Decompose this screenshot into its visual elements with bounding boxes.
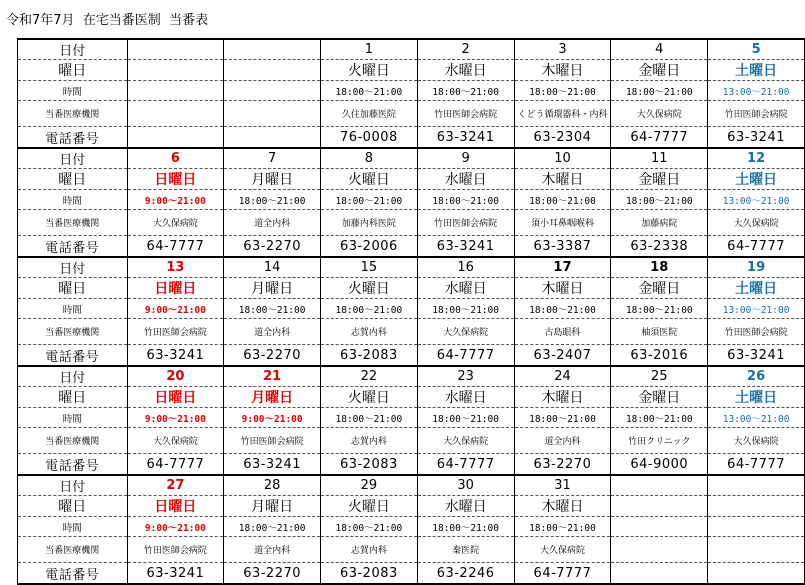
phone-cell xyxy=(127,127,224,149)
institution-cell xyxy=(708,537,805,563)
institution-cell xyxy=(224,101,321,127)
phone-cell: 63-3241 xyxy=(417,127,514,149)
week-4-institution-row xyxy=(18,428,805,454)
weekday-cell: 水曜日 xyxy=(417,387,514,408)
weekday-cell: 月曜日 xyxy=(224,387,321,408)
date-cell: 20 xyxy=(127,366,224,387)
date-cell: 17 xyxy=(514,257,611,278)
institution-cell: 竹田医師会病院 xyxy=(417,101,514,127)
institution-cell: 志賀内科 xyxy=(321,319,418,345)
time-cell xyxy=(224,81,321,101)
time-cell: 18:00～21:00 xyxy=(417,190,514,210)
week-3-institution-row xyxy=(18,319,805,345)
row-label-day: 曜日 xyxy=(18,278,128,299)
time-cell: 18:00～21:00 xyxy=(417,517,514,537)
weekday-cell: 日曜日 xyxy=(127,169,224,190)
date-cell: 9 xyxy=(417,148,514,169)
week-2-phone-row xyxy=(18,236,805,258)
institution-cell xyxy=(127,101,224,127)
phone-cell: 63-2338 xyxy=(611,236,708,258)
date-cell xyxy=(611,475,708,496)
institution-cell: 竹田医師会病院 xyxy=(708,319,805,345)
time-cell xyxy=(611,517,708,537)
institution-cell: くどう循環器科・内科 xyxy=(514,101,611,127)
weekday-cell: 火曜日 xyxy=(321,60,418,81)
weekday-cell: 金曜日 xyxy=(611,387,708,408)
phone-cell: 64-7777 xyxy=(127,454,224,476)
weekday-cell xyxy=(708,496,805,517)
week-5-date-row xyxy=(18,475,805,496)
row-label-day: 曜日 xyxy=(18,60,128,81)
phone-cell: 63-3241 xyxy=(127,345,224,367)
week-1-weekday-row xyxy=(18,60,805,81)
institution-cell: 大久保病院 xyxy=(708,428,805,454)
institution-cell: 志賀内科 xyxy=(321,537,418,563)
row-label-date: 日付 xyxy=(18,148,128,169)
date-cell: 31 xyxy=(514,475,611,496)
institution-cell xyxy=(611,537,708,563)
institution-cell: 竹田医師会病院 xyxy=(127,537,224,563)
time-cell: 18:00～21:00 xyxy=(417,408,514,428)
institution-cell: 古島眼科 xyxy=(514,319,611,345)
row-label-phone: 電話番号 xyxy=(18,563,128,585)
weekday-cell: 火曜日 xyxy=(321,169,418,190)
time-cell: 9:00～21:00 xyxy=(127,299,224,319)
date-cell: 29 xyxy=(321,475,418,496)
duty-schedule-table xyxy=(17,38,805,585)
date-cell: 28 xyxy=(224,475,321,496)
time-cell: 18:00～21:00 xyxy=(321,190,418,210)
institution-cell: 加藤病院 xyxy=(611,210,708,236)
weekday-cell: 水曜日 xyxy=(417,169,514,190)
week-4-time-row xyxy=(18,408,805,428)
time-cell: 18:00～21:00 xyxy=(514,517,611,537)
institution-cell: 大久保病院 xyxy=(708,210,805,236)
week-1-date-row xyxy=(18,39,805,60)
date-cell: 27 xyxy=(127,475,224,496)
time-cell: 18:00～21:00 xyxy=(611,81,708,101)
phone-cell: 76-0008 xyxy=(321,127,418,149)
weekday-cell: 木曜日 xyxy=(514,387,611,408)
week-4-date-row xyxy=(18,366,805,387)
phone-cell: 63-2006 xyxy=(321,236,418,258)
row-label-time: 時間 xyxy=(18,190,128,210)
weekday-cell: 木曜日 xyxy=(514,278,611,299)
week-2-date-row xyxy=(18,148,805,169)
row-label-date: 日付 xyxy=(18,257,128,278)
phone-cell: 64-9000 xyxy=(611,454,708,476)
time-cell: 9:00～21:00 xyxy=(127,408,224,428)
row-label-date: 日付 xyxy=(18,39,128,60)
time-cell: 9:00～21:00 xyxy=(127,190,224,210)
time-cell: 18:00～21:00 xyxy=(514,299,611,319)
institution-cell: 久住加藤医院 xyxy=(321,101,418,127)
institution-cell: 竹田クリニック xyxy=(611,428,708,454)
time-cell: 18:00～21:00 xyxy=(321,81,418,101)
institution-cell: 大久保病院 xyxy=(127,428,224,454)
row-label-institution: 当番医療機関 xyxy=(18,428,128,454)
date-cell: 25 xyxy=(611,366,708,387)
phone-cell: 64-7777 xyxy=(611,127,708,149)
phone-cell: 63-2083 xyxy=(321,345,418,367)
phone-cell: 64-7777 xyxy=(708,454,805,476)
date-cell: 30 xyxy=(417,475,514,496)
phone-cell: 64-7777 xyxy=(127,236,224,258)
phone-cell: 63-2270 xyxy=(224,236,321,258)
institution-cell: 志賀内科 xyxy=(321,428,418,454)
phone-cell: 63-3241 xyxy=(708,127,805,149)
row-label-date: 日付 xyxy=(18,366,128,387)
institution-cell: 須小耳鼻咽喉科 xyxy=(514,210,611,236)
weekday-cell xyxy=(224,60,321,81)
row-label-day: 曜日 xyxy=(18,387,128,408)
week-5-weekday-row xyxy=(18,496,805,517)
date-cell: 16 xyxy=(417,257,514,278)
week-5-phone-row xyxy=(18,563,805,585)
weekday-cell: 月曜日 xyxy=(224,496,321,517)
weekday-cell: 金曜日 xyxy=(611,60,708,81)
weekday-cell: 火曜日 xyxy=(321,496,418,517)
weekday-cell: 日曜日 xyxy=(127,387,224,408)
time-cell: 18:00～21:00 xyxy=(514,408,611,428)
institution-cell: 竹田医師会病院 xyxy=(127,319,224,345)
week-1-phone-row xyxy=(18,127,805,149)
weekday-cell: 木曜日 xyxy=(514,169,611,190)
institution-cell: 道全内科 xyxy=(224,319,321,345)
phone-cell xyxy=(611,563,708,585)
institution-cell: 大久保病院 xyxy=(611,101,708,127)
weekday-cell: 土曜日 xyxy=(708,169,805,190)
time-cell xyxy=(708,517,805,537)
week-5-time-row xyxy=(18,517,805,537)
time-cell: 18:00～21:00 xyxy=(611,299,708,319)
weekday-cell: 土曜日 xyxy=(708,278,805,299)
time-cell: 18:00～21:00 xyxy=(514,81,611,101)
date-cell: 7 xyxy=(224,148,321,169)
week-3-phone-row xyxy=(18,345,805,367)
time-cell: 18:00～21:00 xyxy=(224,190,321,210)
institution-cell: 大久保病院 xyxy=(417,428,514,454)
phone-cell: 64-7777 xyxy=(514,563,611,585)
week-4-weekday-row xyxy=(18,387,805,408)
row-label-institution: 当番医療機関 xyxy=(18,101,128,127)
weekday-cell: 日曜日 xyxy=(127,278,224,299)
institution-cell: 竹田医師会病院 xyxy=(417,210,514,236)
date-cell: 11 xyxy=(611,148,708,169)
institution-cell: 柚須医院 xyxy=(611,319,708,345)
time-cell: 18:00～21:00 xyxy=(321,299,418,319)
weekday-cell: 水曜日 xyxy=(417,60,514,81)
row-label-institution: 当番医療機関 xyxy=(18,210,128,236)
weekday-cell: 木曜日 xyxy=(514,496,611,517)
date-cell: 13 xyxy=(127,257,224,278)
date-cell: 4 xyxy=(611,39,708,60)
row-label-phone: 電話番号 xyxy=(18,345,128,367)
weekday-cell: 金曜日 xyxy=(611,278,708,299)
row-label-time: 時間 xyxy=(18,517,128,537)
date-cell: 14 xyxy=(224,257,321,278)
row-label-date: 日付 xyxy=(18,475,128,496)
phone-cell: 63-2083 xyxy=(321,563,418,585)
time-cell: 9:00～21:00 xyxy=(224,408,321,428)
phone-cell: 64-7777 xyxy=(417,345,514,367)
date-cell: 3 xyxy=(514,39,611,60)
date-cell xyxy=(224,39,321,60)
phone-cell: 63-2016 xyxy=(611,345,708,367)
institution-cell: 竹田医師会病院 xyxy=(224,428,321,454)
row-label-time: 時間 xyxy=(18,299,128,319)
phone-cell: 63-2083 xyxy=(321,454,418,476)
weekday-cell: 水曜日 xyxy=(417,496,514,517)
week-2-time-row xyxy=(18,190,805,210)
phone-cell: 63-2304 xyxy=(514,127,611,149)
date-cell xyxy=(708,475,805,496)
time-cell xyxy=(127,81,224,101)
date-cell: 22 xyxy=(321,366,418,387)
phone-cell: 63-2270 xyxy=(224,563,321,585)
date-cell: 15 xyxy=(321,257,418,278)
row-label-time: 時間 xyxy=(18,81,128,101)
date-cell xyxy=(127,39,224,60)
weekday-cell: 土曜日 xyxy=(708,387,805,408)
institution-cell: 道全内科 xyxy=(514,428,611,454)
week-4-phone-row xyxy=(18,454,805,476)
weekday-cell: 金曜日 xyxy=(611,169,708,190)
week-5-institution-row xyxy=(18,537,805,563)
date-cell: 5 xyxy=(708,39,805,60)
time-cell: 13:00～21:00 xyxy=(708,299,805,319)
date-cell: 6 xyxy=(127,148,224,169)
weekday-cell: 月曜日 xyxy=(224,278,321,299)
week-1-time-row xyxy=(18,81,805,101)
weekday-cell: 月曜日 xyxy=(224,169,321,190)
phone-cell: 63-3241 xyxy=(417,236,514,258)
time-cell: 18:00～21:00 xyxy=(321,408,418,428)
phone-cell: 63-3241 xyxy=(708,345,805,367)
phone-cell: 63-3241 xyxy=(127,563,224,585)
time-cell: 18:00～21:00 xyxy=(321,517,418,537)
time-cell: 18:00～21:00 xyxy=(224,517,321,537)
row-label-day: 曜日 xyxy=(18,169,128,190)
institution-cell: 大久保病院 xyxy=(514,537,611,563)
time-cell: 18:00～21:00 xyxy=(611,408,708,428)
institution-cell: 加藤内科医院 xyxy=(321,210,418,236)
phone-cell: 63-2270 xyxy=(224,345,321,367)
date-cell: 1 xyxy=(321,39,418,60)
time-cell: 13:00～21:00 xyxy=(708,190,805,210)
weekday-cell: 水曜日 xyxy=(417,278,514,299)
date-cell: 8 xyxy=(321,148,418,169)
weekday-cell: 日曜日 xyxy=(127,496,224,517)
row-label-time: 時間 xyxy=(18,408,128,428)
time-cell: 13:00～21:00 xyxy=(708,408,805,428)
page-title: 令和7年7月 在宅当番医制 当番表 xyxy=(6,13,209,28)
time-cell: 18:00～21:00 xyxy=(514,190,611,210)
phone-cell: 64-7777 xyxy=(417,454,514,476)
date-cell: 10 xyxy=(514,148,611,169)
phone-cell: 63-2270 xyxy=(514,454,611,476)
institution-cell: 道全内科 xyxy=(224,537,321,563)
time-cell: 9:00～21:00 xyxy=(127,517,224,537)
week-2-weekday-row xyxy=(18,169,805,190)
weekday-cell: 土曜日 xyxy=(708,60,805,81)
date-cell: 23 xyxy=(417,366,514,387)
date-cell: 18 xyxy=(611,257,708,278)
institution-cell: 道全内科 xyxy=(224,210,321,236)
week-2-institution-row xyxy=(18,210,805,236)
time-cell: 18:00～21:00 xyxy=(417,299,514,319)
date-cell: 12 xyxy=(708,148,805,169)
row-label-phone: 電話番号 xyxy=(18,236,128,258)
time-cell: 18:00～21:00 xyxy=(224,299,321,319)
row-label-institution: 当番医療機関 xyxy=(18,319,128,345)
weekday-cell: 火曜日 xyxy=(321,278,418,299)
weekday-cell xyxy=(127,60,224,81)
phone-cell: 63-2407 xyxy=(514,345,611,367)
week-1-institution-row xyxy=(18,101,805,127)
phone-cell: 63-3387 xyxy=(514,236,611,258)
week-3-date-row xyxy=(18,257,805,278)
time-cell: 13:00～21:00 xyxy=(708,81,805,101)
phone-cell: 64-7777 xyxy=(708,236,805,258)
row-label-phone: 電話番号 xyxy=(18,454,128,476)
weekday-cell: 火曜日 xyxy=(321,387,418,408)
time-cell: 18:00～21:00 xyxy=(417,81,514,101)
time-cell: 18:00～21:00 xyxy=(611,190,708,210)
date-cell: 24 xyxy=(514,366,611,387)
institution-cell: 秦医院 xyxy=(417,537,514,563)
week-3-time-row xyxy=(18,299,805,319)
institution-cell: 大久保病院 xyxy=(417,319,514,345)
weekday-cell: 木曜日 xyxy=(514,60,611,81)
row-label-day: 曜日 xyxy=(18,496,128,517)
date-cell: 26 xyxy=(708,366,805,387)
phone-cell xyxy=(708,563,805,585)
institution-cell: 竹田医師会病院 xyxy=(708,101,805,127)
date-cell: 21 xyxy=(224,366,321,387)
institution-cell: 大久保病院 xyxy=(127,210,224,236)
date-cell: 2 xyxy=(417,39,514,60)
row-label-institution: 当番医療機関 xyxy=(18,537,128,563)
week-3-weekday-row xyxy=(18,278,805,299)
phone-cell: 63-2246 xyxy=(417,563,514,585)
weekday-cell xyxy=(611,496,708,517)
row-label-phone: 電話番号 xyxy=(18,127,128,149)
phone-cell: 63-3241 xyxy=(224,454,321,476)
date-cell: 19 xyxy=(708,257,805,278)
phone-cell xyxy=(224,127,321,149)
